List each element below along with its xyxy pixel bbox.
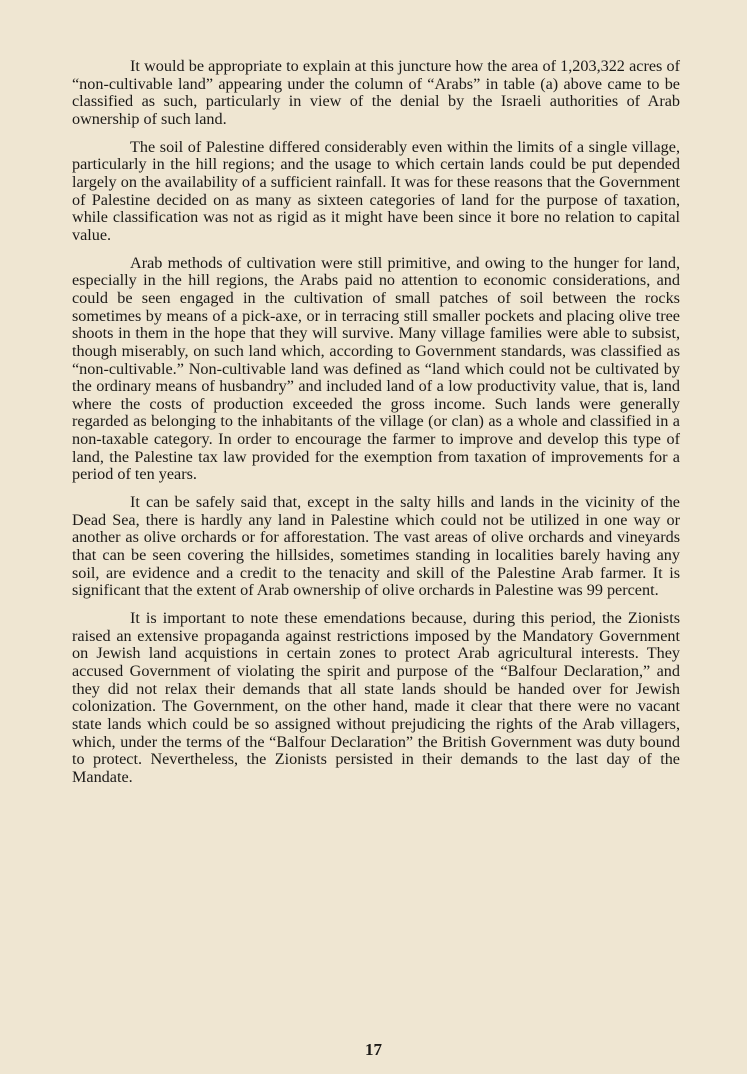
paragraph-olive-orchards: It can be safely said that, except in the salty hills and lands in the vicinity of the Dead Sea, there is hardly any land in Palestine which could not be utilized in one way or another as olive orchards or for afforestation. The vast areas of olive orchards and vineyards that can be seen covering the hillsides, sometimes standing in localities barely having any soil, are evidence and a credit to the tenacity and skill of the Palestine Arab farmer. It is significant that the extent of Arab ownership of olive orchards in Palestine was 99 percent.: [72, 493, 680, 600]
body-text: [72, 58, 680, 787]
paragraph-soil-taxation: The soil of Palestine differed considerably even within the limits of a single village, particularly in the hill regions; and the usage to which certain lands could be put depended largely on the availability of a sufficient rainfall. It was for these reasons that the Government of Palestine decided on as many as sixteen categories of land for the purpose of taxation, while classification was not as rigid as it might have been since it bore no relation to capital value.: [72, 137, 680, 244]
paragraph-cultivation-methods: Arab methods of cultivation were still primitive, and owing to the hunger for land, especially in the hill regions, the Arabs paid no attention to economic considerations, and could be seen engaged in the cultivation of small patches of soil between the rocks sometimes by means of a pick-axe, or in terracing still smaller pockets and placing olive tree shoots in them in the hope that they will survive. Many village families were able to subsist, though miserably, on such land which, according to Government standards, was classified as “non-cultivable.” Non-cultivable land was defined as “land which could not be cultivated by the ordinary means of husbandry” and included land of a low productivity value, that is, land where the costs of production exceeded the gross income. Such lands were generally regarded as belonging to the inhabitants of the village (or clan) as a whole and classified in a non-taxable category. In order to encourage the farmer to improve and develop this type of land, the Palestine tax law provided for the exemption from taxation of improvements for a period of ten years.: [72, 253, 680, 484]
page-number: 17: [365, 1040, 382, 1059]
paragraph-zionist-propaganda: It is important to note these emendations because, during this period, the Zionists raised an extensive propaganda against restrictions imposed by the Mandatory Government on Jewish land acquistions in certain zones to protect Arab agricultural interests. They accused Government of violating the spirit and purpose of the “Balfour Declaration,” and they did not relax their demands that all state lands should be handed over for Jewish colonization. The Government, on the other hand, made it clear that there were no vacant state lands which could be so assigned without prejudicing the rights of the Arab villagers, which, under the terms of the “Balfour Declaration” the British Government was duty bound to protect. Nevertheless, the Zionists persisted in their demands to the last day of the Mandate.: [72, 609, 680, 786]
paragraph-land-classification-intro: It would be appropriate to explain at this juncture how the area of 1,203,322 acres of “non-cultivable land” appearing under the column of “Arabs” in table (a) above came to be classified as such, particularly in view of the denial by the Israeli authorities of Arab ownership of such land.: [72, 57, 680, 128]
